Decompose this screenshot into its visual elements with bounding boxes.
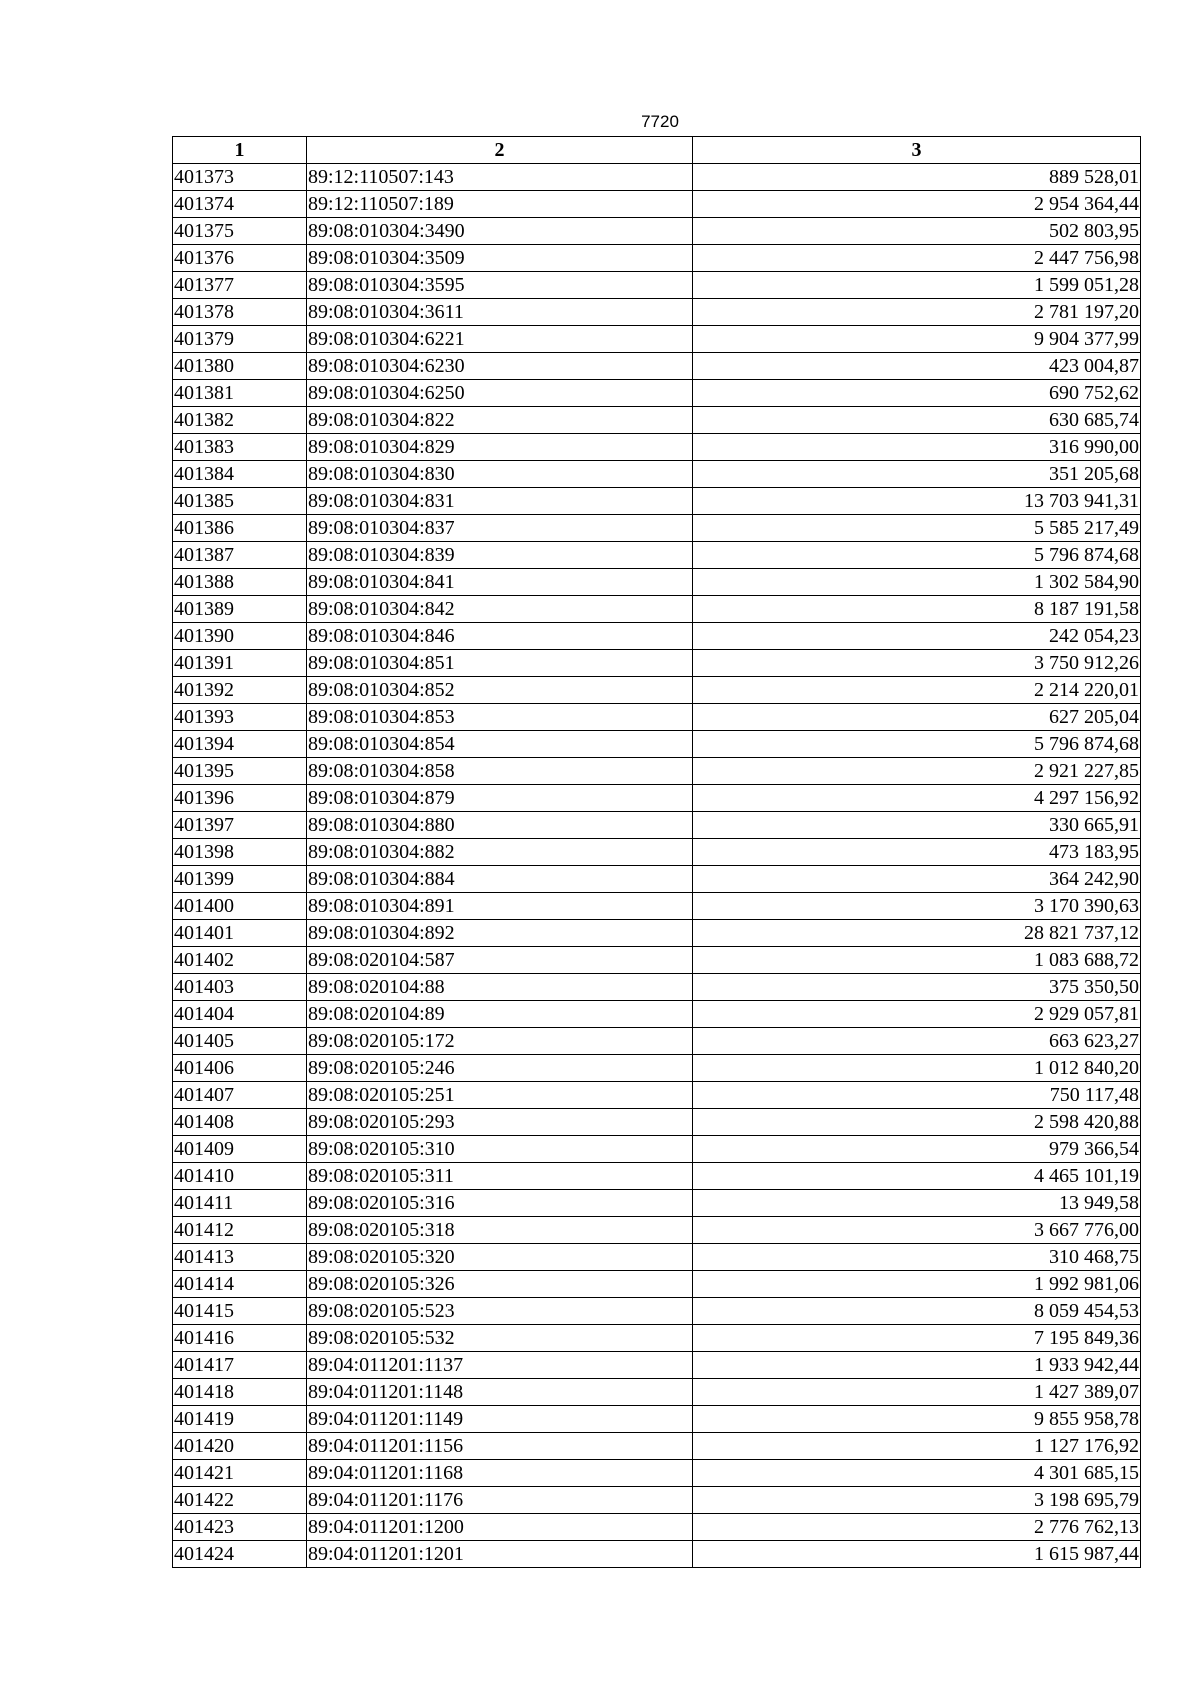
row-number-cell: 401379 (173, 326, 307, 353)
table-row (173, 461, 1141, 488)
row-number-cell: 401378 (173, 299, 307, 326)
value-cell: 8 187 191,58 (693, 596, 1141, 623)
table-row (173, 1352, 1141, 1379)
cadastral-number-cell: 89:08:010304:830 (307, 461, 693, 488)
row-number-cell: 401374 (173, 191, 307, 218)
cadastral-number-cell: 89:08:010304:842 (307, 596, 693, 623)
value-cell: 316 990,00 (693, 434, 1141, 461)
value-cell: 9 904 377,99 (693, 326, 1141, 353)
column-header-2: 2 (307, 137, 693, 164)
cadastral-number-cell: 89:12:110507:189 (307, 191, 693, 218)
row-number-cell: 401397 (173, 812, 307, 839)
value-cell: 13 949,58 (693, 1190, 1141, 1217)
cadastral-number-cell: 89:08:020104:88 (307, 974, 693, 1001)
value-cell: 1 127 176,92 (693, 1433, 1141, 1460)
row-number-cell: 401404 (173, 1001, 307, 1028)
value-cell: 1 083 688,72 (693, 947, 1141, 974)
value-cell: 423 004,87 (693, 353, 1141, 380)
value-cell: 2 921 227,85 (693, 758, 1141, 785)
value-cell: 28 821 737,12 (693, 920, 1141, 947)
table-row (173, 1055, 1141, 1082)
cadastral-number-cell: 89:08:010304:882 (307, 839, 693, 866)
table-row (173, 650, 1141, 677)
row-number-cell: 401384 (173, 461, 307, 488)
value-cell: 1 012 840,20 (693, 1055, 1141, 1082)
row-number-cell: 401421 (173, 1460, 307, 1487)
table-row (173, 920, 1141, 947)
value-cell: 242 054,23 (693, 623, 1141, 650)
value-cell: 1 599 051,28 (693, 272, 1141, 299)
value-cell: 690 752,62 (693, 380, 1141, 407)
table-body (173, 164, 1141, 1568)
value-cell: 4 465 101,19 (693, 1163, 1141, 1190)
cadastral-number-cell: 89:08:010304:880 (307, 812, 693, 839)
row-number-cell: 401398 (173, 839, 307, 866)
table-row (173, 245, 1141, 272)
table-row (173, 1487, 1141, 1514)
row-number-cell: 401405 (173, 1028, 307, 1055)
table-row (173, 1433, 1141, 1460)
value-cell: 364 242,90 (693, 866, 1141, 893)
table-row (173, 947, 1141, 974)
row-number-cell: 401413 (173, 1244, 307, 1271)
table-row (173, 1001, 1141, 1028)
value-cell: 13 703 941,31 (693, 488, 1141, 515)
row-number-cell: 401403 (173, 974, 307, 1001)
cadastral-number-cell: 89:08:020105:326 (307, 1271, 693, 1298)
cadastral-number-cell: 89:08:020105:523 (307, 1298, 693, 1325)
row-number-cell: 401420 (173, 1433, 307, 1460)
row-number-cell: 401388 (173, 569, 307, 596)
table-row (173, 488, 1141, 515)
table-row (173, 1541, 1141, 1568)
table-row (173, 434, 1141, 461)
row-number-cell: 401377 (173, 272, 307, 299)
cadastral-number-cell: 89:08:020105:310 (307, 1136, 693, 1163)
value-cell: 5 585 217,49 (693, 515, 1141, 542)
cadastral-number-cell: 89:08:020105:293 (307, 1109, 693, 1136)
cadastral-number-cell: 89:08:010304:854 (307, 731, 693, 758)
row-number-cell: 401423 (173, 1514, 307, 1541)
value-cell: 2 598 420,88 (693, 1109, 1141, 1136)
cadastral-number-cell: 89:08:010304:3509 (307, 245, 693, 272)
cadastral-number-cell: 89:08:010304:6230 (307, 353, 693, 380)
row-number-cell: 401389 (173, 596, 307, 623)
row-number-cell: 401400 (173, 893, 307, 920)
cadastral-number-cell: 89:08:020105:532 (307, 1325, 693, 1352)
table-row (173, 1190, 1141, 1217)
table-row (173, 704, 1141, 731)
table-row (173, 596, 1141, 623)
cadastral-number-cell: 89:08:010304:6250 (307, 380, 693, 407)
cadastral-number-cell: 89:08:010304:3611 (307, 299, 693, 326)
table-row (173, 1379, 1141, 1406)
row-number-cell: 401419 (173, 1406, 307, 1433)
value-cell: 502 803,95 (693, 218, 1141, 245)
row-number-cell: 401408 (173, 1109, 307, 1136)
table-row (173, 1028, 1141, 1055)
row-number-cell: 401390 (173, 623, 307, 650)
table-row (173, 1298, 1141, 1325)
cadastral-number-cell: 89:08:020105:311 (307, 1163, 693, 1190)
cadastral-number-cell: 89:08:010304:822 (307, 407, 693, 434)
row-number-cell: 401385 (173, 488, 307, 515)
cadastral-number-cell: 89:08:010304:3490 (307, 218, 693, 245)
table-row (173, 407, 1141, 434)
column-header-1: 1 (173, 137, 307, 164)
table-row (173, 839, 1141, 866)
cadastral-number-cell: 89:08:020104:89 (307, 1001, 693, 1028)
value-cell: 979 366,54 (693, 1136, 1141, 1163)
row-number-cell: 401393 (173, 704, 307, 731)
row-number-cell: 401387 (173, 542, 307, 569)
table-row (173, 785, 1141, 812)
value-cell: 5 796 874,68 (693, 542, 1141, 569)
page-number: 7720 (641, 112, 679, 131)
value-cell: 310 468,75 (693, 1244, 1141, 1271)
value-cell: 1 615 987,44 (693, 1541, 1141, 1568)
table-row (173, 542, 1141, 569)
table-row (173, 623, 1141, 650)
table-row (173, 1406, 1141, 1433)
row-number-cell: 401424 (173, 1541, 307, 1568)
value-cell: 2 929 057,81 (693, 1001, 1141, 1028)
table-row (173, 353, 1141, 380)
cadastral-number-cell: 89:04:011201:1156 (307, 1433, 693, 1460)
row-number-cell: 401383 (173, 434, 307, 461)
table-row (173, 866, 1141, 893)
cadastral-number-cell: 89:08:020105:318 (307, 1217, 693, 1244)
table-row (173, 731, 1141, 758)
table-row (173, 164, 1141, 191)
table-row (173, 677, 1141, 704)
cadastral-number-cell: 89:08:010304:892 (307, 920, 693, 947)
value-cell: 3 170 390,63 (693, 893, 1141, 920)
value-cell: 3 750 912,26 (693, 650, 1141, 677)
cadastral-number-cell: 89:08:020104:587 (307, 947, 693, 974)
table-row (173, 758, 1141, 785)
value-cell: 8 059 454,53 (693, 1298, 1141, 1325)
table-row (173, 569, 1141, 596)
value-cell: 1 933 942,44 (693, 1352, 1141, 1379)
row-number-cell: 401406 (173, 1055, 307, 1082)
cadastral-number-cell: 89:04:011201:1149 (307, 1406, 693, 1433)
cadastral-number-cell: 89:08:010304:879 (307, 785, 693, 812)
value-cell: 375 350,50 (693, 974, 1141, 1001)
cadastral-number-cell: 89:08:010304:3595 (307, 272, 693, 299)
value-cell: 3 198 695,79 (693, 1487, 1141, 1514)
value-cell: 2 214 220,01 (693, 677, 1141, 704)
row-number-cell: 401373 (173, 164, 307, 191)
value-cell: 351 205,68 (693, 461, 1141, 488)
table-row (173, 1514, 1141, 1541)
value-cell: 889 528,01 (693, 164, 1141, 191)
value-cell: 2 781 197,20 (693, 299, 1141, 326)
row-number-cell: 401375 (173, 218, 307, 245)
table-row (173, 1109, 1141, 1136)
value-cell: 630 685,74 (693, 407, 1141, 434)
row-number-cell: 401401 (173, 920, 307, 947)
cadastral-number-cell: 89:04:011201:1176 (307, 1487, 693, 1514)
row-number-cell: 401414 (173, 1271, 307, 1298)
data-table (172, 136, 1141, 1568)
row-number-cell: 401376 (173, 245, 307, 272)
cadastral-number-cell: 89:08:010304:6221 (307, 326, 693, 353)
row-number-cell: 401417 (173, 1352, 307, 1379)
value-cell: 5 796 874,68 (693, 731, 1141, 758)
row-number-cell: 401380 (173, 353, 307, 380)
value-cell: 750 117,48 (693, 1082, 1141, 1109)
cadastral-number-cell: 89:08:020105:316 (307, 1190, 693, 1217)
row-number-cell: 401410 (173, 1163, 307, 1190)
value-cell: 663 623,27 (693, 1028, 1141, 1055)
row-number-cell: 401391 (173, 650, 307, 677)
table-row (173, 1244, 1141, 1271)
row-number-cell: 401416 (173, 1325, 307, 1352)
table-row (173, 299, 1141, 326)
value-cell: 1 427 389,07 (693, 1379, 1141, 1406)
row-number-cell: 401386 (173, 515, 307, 542)
table-row (173, 1271, 1141, 1298)
table-row (173, 191, 1141, 218)
column-header-3: 3 (693, 137, 1141, 164)
table-row (173, 893, 1141, 920)
cadastral-number-cell: 89:08:020105:251 (307, 1082, 693, 1109)
row-number-cell: 401402 (173, 947, 307, 974)
row-number-cell: 401418 (173, 1379, 307, 1406)
cadastral-number-cell: 89:08:010304:858 (307, 758, 693, 785)
table-row (173, 272, 1141, 299)
cadastral-number-cell: 89:08:010304:891 (307, 893, 693, 920)
table-row (173, 380, 1141, 407)
table-row (173, 812, 1141, 839)
row-number-cell: 401409 (173, 1136, 307, 1163)
value-cell: 627 205,04 (693, 704, 1141, 731)
row-number-cell: 401381 (173, 380, 307, 407)
row-number-cell: 401399 (173, 866, 307, 893)
cadastral-number-cell: 89:08:020105:320 (307, 1244, 693, 1271)
table-row (173, 1163, 1141, 1190)
cadastral-number-cell: 89:08:020105:246 (307, 1055, 693, 1082)
row-number-cell: 401415 (173, 1298, 307, 1325)
row-number-cell: 401395 (173, 758, 307, 785)
cadastral-number-cell: 89:12:110507:143 (307, 164, 693, 191)
value-cell: 3 667 776,00 (693, 1217, 1141, 1244)
table-row (173, 1217, 1141, 1244)
cadastral-number-cell: 89:04:011201:1201 (307, 1541, 693, 1568)
table-row (173, 515, 1141, 542)
value-cell: 4 297 156,92 (693, 785, 1141, 812)
row-number-cell: 401382 (173, 407, 307, 434)
cadastral-number-cell: 89:08:010304:853 (307, 704, 693, 731)
value-cell: 473 183,95 (693, 839, 1141, 866)
cadastral-number-cell: 89:04:011201:1200 (307, 1514, 693, 1541)
table-row (173, 1460, 1141, 1487)
cadastral-number-cell: 89:08:020105:172 (307, 1028, 693, 1055)
cadastral-number-cell: 89:08:010304:841 (307, 569, 693, 596)
cadastral-number-cell: 89:08:010304:846 (307, 623, 693, 650)
table-row (173, 326, 1141, 353)
value-cell: 1 302 584,90 (693, 569, 1141, 596)
table-row (173, 1082, 1141, 1109)
cadastral-number-cell: 89:08:010304:831 (307, 488, 693, 515)
cadastral-number-cell: 89:08:010304:851 (307, 650, 693, 677)
value-cell: 2 447 756,98 (693, 245, 1141, 272)
cadastral-number-cell: 89:08:010304:829 (307, 434, 693, 461)
table-row (173, 1136, 1141, 1163)
row-number-cell: 401422 (173, 1487, 307, 1514)
value-cell: 7 195 849,36 (693, 1325, 1141, 1352)
row-number-cell: 401407 (173, 1082, 307, 1109)
table-row (173, 218, 1141, 245)
value-cell: 2 776 762,13 (693, 1514, 1141, 1541)
value-cell: 330 665,91 (693, 812, 1141, 839)
row-number-cell: 401411 (173, 1190, 307, 1217)
value-cell: 9 855 958,78 (693, 1406, 1141, 1433)
cadastral-number-cell: 89:08:010304:884 (307, 866, 693, 893)
value-cell: 1 992 981,06 (693, 1271, 1141, 1298)
cadastral-number-cell: 89:04:011201:1137 (307, 1352, 693, 1379)
table-row (173, 974, 1141, 1001)
cadastral-number-cell: 89:08:010304:852 (307, 677, 693, 704)
row-number-cell: 401396 (173, 785, 307, 812)
row-number-cell: 401394 (173, 731, 307, 758)
row-number-cell: 401412 (173, 1217, 307, 1244)
table-row (173, 1325, 1141, 1352)
value-cell: 2 954 364,44 (693, 191, 1141, 218)
table-header-row (173, 137, 1141, 164)
cadastral-number-cell: 89:04:011201:1148 (307, 1379, 693, 1406)
cadastral-number-cell: 89:08:010304:839 (307, 542, 693, 569)
cadastral-number-cell: 89:08:010304:837 (307, 515, 693, 542)
cadastral-number-cell: 89:04:011201:1168 (307, 1460, 693, 1487)
row-number-cell: 401392 (173, 677, 307, 704)
value-cell: 4 301 685,15 (693, 1460, 1141, 1487)
